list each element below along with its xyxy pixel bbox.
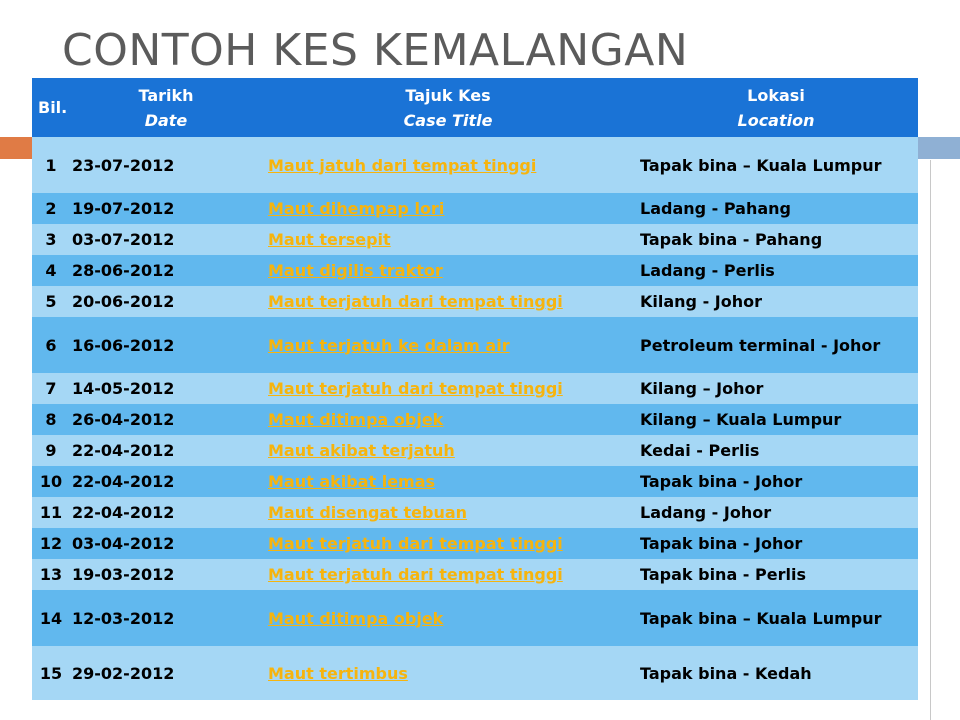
- header-tajuk-label: Tajuk Kes: [405, 85, 491, 105]
- row-number: 14: [32, 590, 70, 646]
- row-case-title: [262, 286, 634, 317]
- row-number: 1: [32, 137, 70, 193]
- row-date: 22-04-2012: [70, 435, 262, 466]
- row-location: Tapak bina - Johor: [634, 528, 918, 559]
- row-location: Tapak bina - Perlis: [634, 559, 918, 590]
- case-link[interactable]: Maut akibat lemas: [268, 472, 436, 491]
- row-case-title: [262, 193, 634, 224]
- table-row: [32, 373, 918, 404]
- row-number: 9: [32, 435, 70, 466]
- table-row: [32, 435, 918, 466]
- row-location: Petroleum terminal - Johor: [634, 317, 918, 373]
- header-case-title: [262, 78, 634, 137]
- case-link[interactable]: Maut ditimpa objek: [268, 608, 444, 628]
- accent-bar-left: [0, 137, 32, 159]
- row-location: Tapak bina – Kuala Lumpur: [634, 590, 918, 646]
- row-case-title: [262, 528, 634, 559]
- table-row: [32, 497, 918, 528]
- row-location: Kedai - Perlis: [634, 435, 918, 466]
- row-location: Tapak bina – Kuala Lumpur: [634, 137, 918, 193]
- row-case-title: [262, 590, 634, 646]
- row-date: 14-05-2012: [70, 373, 262, 404]
- table-row: [32, 255, 918, 286]
- case-link[interactable]: Maut dihempap lori: [268, 199, 445, 218]
- table-row: [32, 404, 918, 435]
- case-link[interactable]: Maut terjatuh dari tempat tinggi: [268, 379, 563, 398]
- row-number: 15: [32, 646, 70, 700]
- header-date-label: Date: [144, 110, 188, 130]
- row-date: 12-03-2012: [70, 590, 262, 646]
- case-link[interactable]: Maut terjatuh dari tempat tinggi: [268, 292, 563, 311]
- row-date: 23-07-2012: [70, 137, 262, 193]
- row-date: 28-06-2012: [70, 255, 262, 286]
- header-tarikh-label: Tarikh: [138, 85, 194, 105]
- row-case-title: [262, 404, 634, 435]
- table-row: [32, 286, 918, 317]
- row-location: Ladang - Pahang: [634, 193, 918, 224]
- case-link[interactable]: Maut disengat tebuan: [268, 503, 468, 522]
- row-case-title: [262, 317, 634, 373]
- row-number: 11: [32, 497, 70, 528]
- table-row: [32, 590, 918, 646]
- row-number: 4: [32, 255, 70, 286]
- row-number: 10: [32, 466, 70, 497]
- row-location: Kilang – Kuala Lumpur: [634, 404, 918, 435]
- page-title: CONTOH KES KEMALANGAN: [62, 25, 689, 76]
- row-case-title: [262, 435, 634, 466]
- row-date: 19-07-2012: [70, 193, 262, 224]
- row-number: 12: [32, 528, 70, 559]
- row-case-title: [262, 137, 634, 193]
- case-link[interactable]: Maut jatuh dari tempat tinggi: [268, 155, 537, 175]
- row-date: 03-04-2012: [70, 528, 262, 559]
- row-date: 20-06-2012: [70, 286, 262, 317]
- table-row: [32, 137, 918, 193]
- row-case-title: [262, 255, 634, 286]
- row-number: 3: [32, 224, 70, 255]
- row-case-title: [262, 373, 634, 404]
- case-link[interactable]: Maut tertimbus: [268, 663, 408, 683]
- row-date: 22-04-2012: [70, 466, 262, 497]
- header-bil: [32, 78, 70, 137]
- row-date: 22-04-2012: [70, 497, 262, 528]
- row-number: 13: [32, 559, 70, 590]
- accident-cases-table: [32, 78, 918, 700]
- table-row: [32, 317, 918, 373]
- row-number: 5: [32, 286, 70, 317]
- row-number: 6: [32, 317, 70, 373]
- row-date: 03-07-2012: [70, 224, 262, 255]
- row-date: 29-02-2012: [70, 646, 262, 700]
- row-case-title: [262, 559, 634, 590]
- table-body: [32, 137, 918, 700]
- row-date: 26-04-2012: [70, 404, 262, 435]
- row-location: Kilang - Johor: [634, 286, 918, 317]
- header-date: [70, 78, 262, 137]
- row-case-title: [262, 466, 634, 497]
- header-location: [634, 78, 918, 137]
- table-row: [32, 466, 918, 497]
- table-row: [32, 559, 918, 590]
- case-link[interactable]: Maut akibat terjatuh: [268, 441, 455, 460]
- case-link[interactable]: Maut terjatuh dari tempat tinggi: [268, 534, 563, 553]
- row-number: 8: [32, 404, 70, 435]
- row-case-title: [262, 497, 634, 528]
- row-location: Kilang – Johor: [634, 373, 918, 404]
- row-date: 16-06-2012: [70, 317, 262, 373]
- row-case-title: [262, 224, 634, 255]
- header-lokasi-label: Lokasi: [747, 85, 805, 105]
- header-case-title-label: Case Title: [403, 110, 493, 130]
- accent-bar-right: [918, 137, 960, 159]
- table-row: [32, 224, 918, 255]
- case-link[interactable]: Maut terjatuh dari tempat tinggi: [268, 565, 563, 584]
- table-header-row: [32, 78, 918, 137]
- row-location: Tapak bina - Kedah: [634, 646, 918, 700]
- row-location: Ladang - Perlis: [634, 255, 918, 286]
- header-bil-label: Bil.: [38, 98, 68, 117]
- row-location: Tapak bina - Pahang: [634, 224, 918, 255]
- table-row: [32, 528, 918, 559]
- case-link[interactable]: Maut digilis traktor: [268, 261, 443, 280]
- row-date: 19-03-2012: [70, 559, 262, 590]
- row-location: Ladang - Johor: [634, 497, 918, 528]
- row-number: 2: [32, 193, 70, 224]
- table-row: [32, 646, 918, 700]
- row-location: Tapak bina - Johor: [634, 466, 918, 497]
- case-link[interactable]: Maut terjatuh ke dalam air: [268, 335, 510, 355]
- row-case-title: [262, 646, 634, 700]
- case-link[interactable]: Maut tersepit: [268, 230, 391, 249]
- divider-line: [930, 160, 931, 720]
- table-row: [32, 193, 918, 224]
- row-number: 7: [32, 373, 70, 404]
- case-link[interactable]: Maut ditimpa objek: [268, 410, 444, 429]
- header-location-label: Location: [737, 110, 815, 130]
